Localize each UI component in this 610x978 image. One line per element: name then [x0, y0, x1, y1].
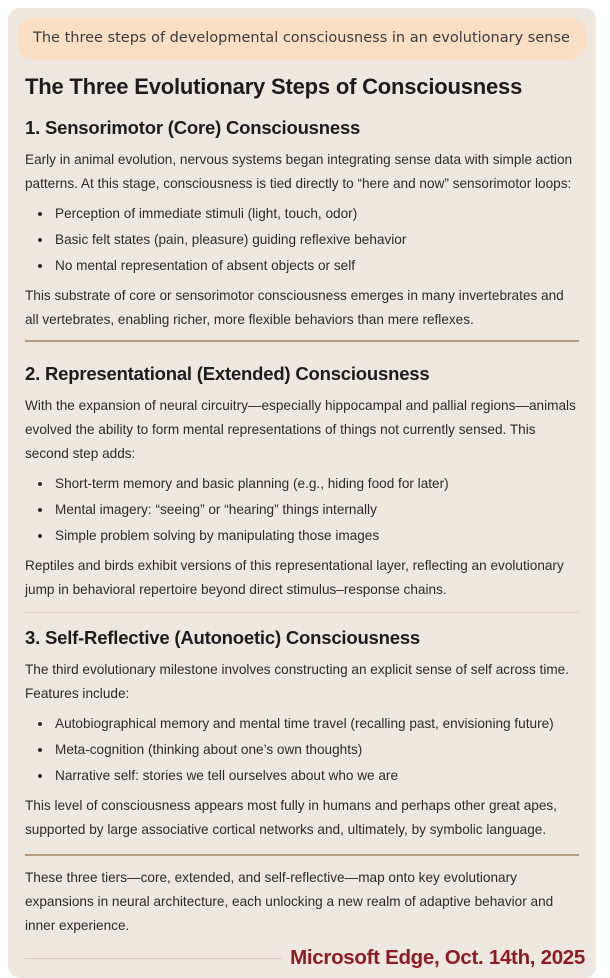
list-item: Autobiographical memory and mental time travel (recalling past, envisioning future)	[25, 712, 579, 736]
section-self-reflective	[25, 626, 579, 842]
section-1-heading: 1. Sensorimotor (Core) Consciousness	[25, 117, 361, 138]
section-3-heading: 3. Self-Reflective (Autonoetic) Consciousness	[25, 627, 421, 648]
footer-row	[25, 946, 585, 970]
section-1-intro: Early in animal evolution, nervous systems began integrating sense data with simple action patterns. At this stage, consciousness is tied directly to “here and now” sensorimotor loops:	[25, 152, 573, 191]
list-item: Perception of immediate stimuli (light, touch, odor)	[25, 202, 579, 226]
list-item: Narrative self: stories we tell ourselves about who we are	[25, 764, 579, 788]
closing-paragraph: These three tiers—core, extended, and self-reflective—map onto key evolutionary expansions in neural architecture, each unlocking a new realm of adaptive behavior and inner experience.	[25, 870, 554, 933]
section-3-intro: The third evolutionary milestone involves constructing an explicit sense of self across time. Features include:	[25, 662, 570, 701]
section-1-outro: This substrate of core or sensorimotor consciousness emerges in many invertebrates and all vertebrates, enabling richer, more flexible behaviors than mere reflexes.	[25, 288, 564, 327]
section-representational	[25, 362, 579, 602]
section-divider-light	[25, 612, 579, 613]
list-item: Mental imagery: “seeing” or “hearing” things internally	[25, 498, 579, 522]
user-query-pill	[18, 17, 586, 60]
page-title: The Three Evolutionary Steps of Consciousness	[25, 74, 523, 99]
section-2-heading: 2. Representational (Extended) Consciousness	[25, 363, 430, 384]
answer-panel	[8, 8, 596, 978]
section-2-bullet-list	[25, 472, 579, 548]
section-divider	[25, 340, 579, 342]
page-background	[0, 8, 610, 969]
section-1-bullet-list	[25, 202, 579, 278]
footer-divider	[25, 958, 282, 959]
user-query-text: The three steps of developmental consciousness in an evolutionary sense	[33, 30, 570, 46]
list-item: Basic felt states (pain, pleasure) guiding reflexive behavior	[25, 228, 579, 252]
section-2-intro: With the expansion of neural circuitry—especially hippocampal and pallial regions—animals evolved the ability to form mental representations of things not currently sensed. This second step adds:	[25, 398, 576, 461]
list-item: Meta-cognition (thinking about one’s own thoughts)	[25, 738, 579, 762]
list-item: Short-term memory and basic planning (e.g., hiding food for later)	[25, 472, 579, 496]
section-sensorimotor	[25, 116, 579, 332]
section-3-outro: This level of consciousness appears most fully in humans and perhaps other great apes, supported by large associative cortical networks and, ultimately, by symbolic language.	[25, 798, 557, 837]
section-3-bullet-list	[25, 712, 579, 788]
list-item: No mental representation of absent objects or self	[25, 254, 579, 278]
source-watermark: Microsoft Edge, Oct. 14th, 2025	[290, 946, 585, 969]
list-item: Simple problem solving by manipulating those images	[25, 524, 579, 548]
section-2-outro: Reptiles and birds exhibit versions of this representational layer, reflecting an evolutionary jump in behavioral repertoire beyond direct stimulus–response chains.	[25, 558, 564, 597]
section-divider	[25, 854, 579, 856]
